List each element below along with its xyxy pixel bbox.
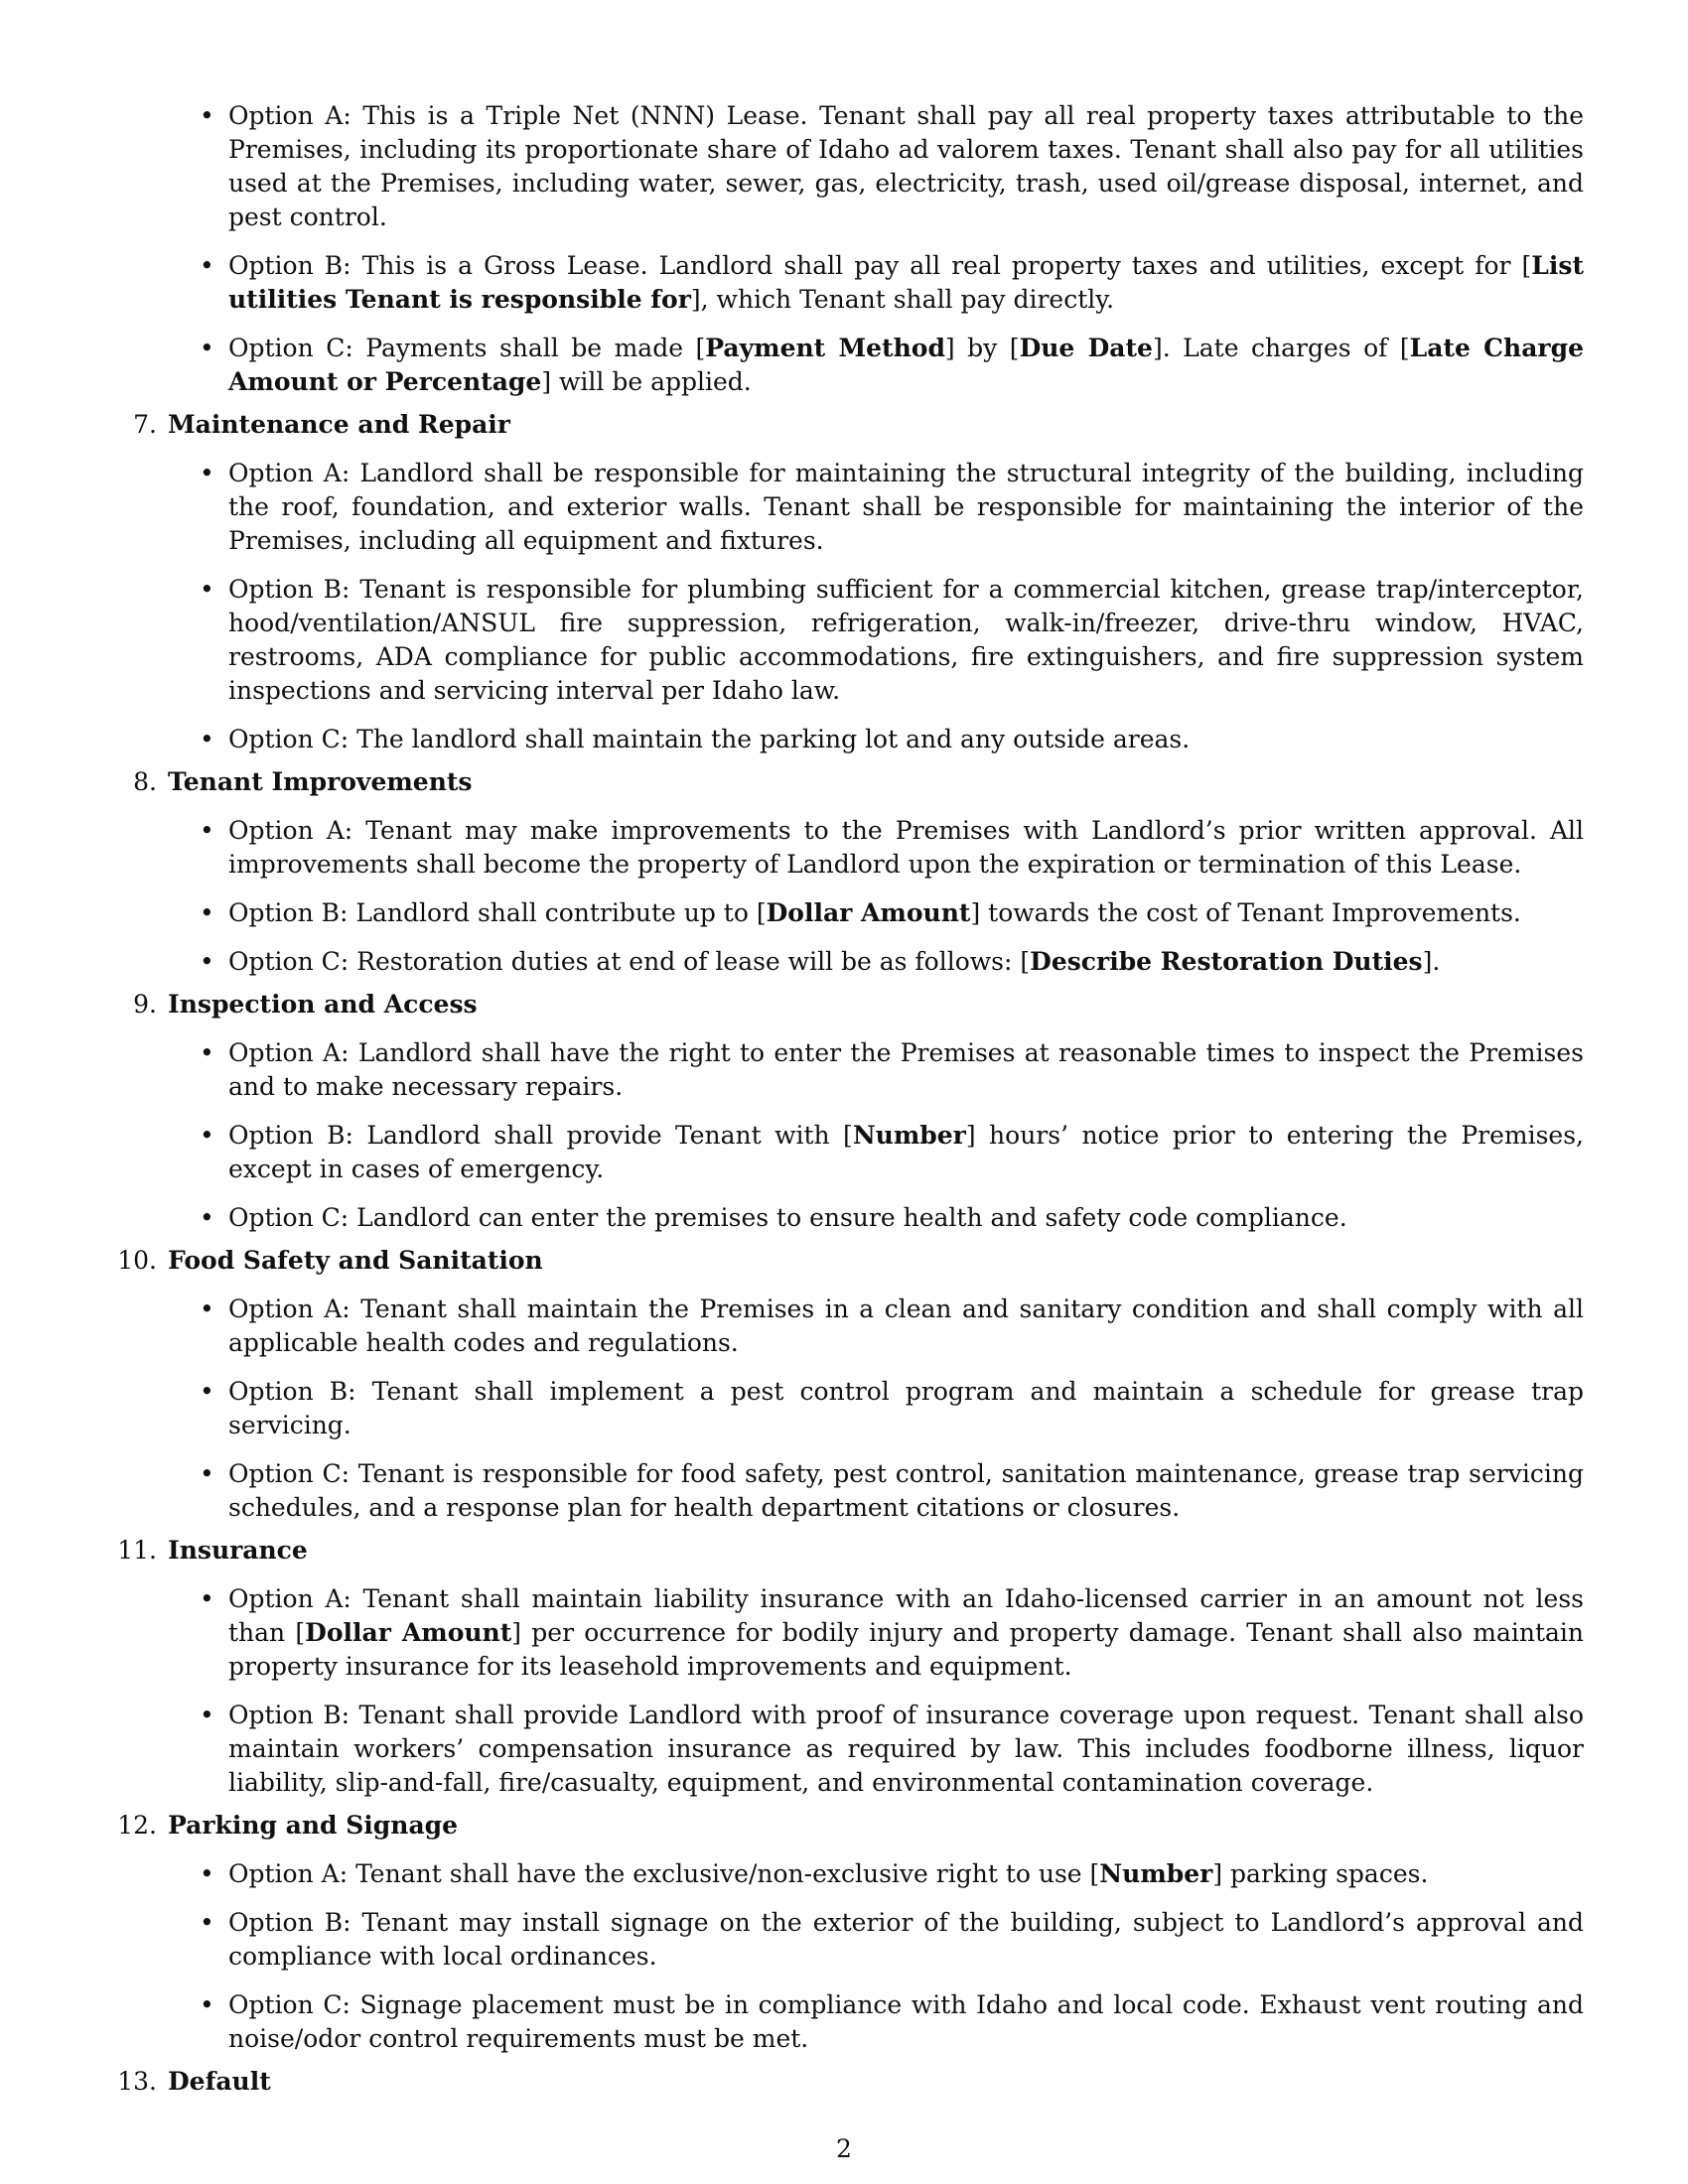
option-text: ] by [ <box>944 334 1020 362</box>
option-text: Tenant may make improvements to the Premises with Landlord’s prior written approval. All improvements shall become the property of Landlord upon the expiration or termination of this Lease. <box>228 816 1584 879</box>
option-text: Signage placement must be in compliance with Idaho and local code. Exhaust vent routing and noise/odor control requirements must be met. <box>228 1990 1584 2053</box>
option-item <box>164 896 1584 930</box>
option-text: Landlord can enter the premises to ensure health and safety code compliance. <box>349 1203 1347 1232</box>
option-label: Option C: <box>228 334 353 362</box>
option-text: ] hours’ notice prior to entering the Premises, except in cases of emergency. <box>228 1121 1584 1183</box>
section <box>117 2065 1584 2099</box>
option-item <box>164 99 1584 234</box>
option-item <box>164 723 1584 756</box>
option-item <box>164 1293 1584 1360</box>
section-title: Inspection and Access <box>168 990 478 1019</box>
section-number: 9. <box>133 990 157 1019</box>
option-label: Option A: <box>228 101 352 130</box>
section-list <box>117 408 1584 2099</box>
option-label: Option C: <box>228 1203 350 1232</box>
section-title: Maintenance and Repair <box>168 410 510 439</box>
option-text: ] per occurrence for bodily injury and property damage. Tenant shall also maintain property insurance for its leasehold improvements and equipment. <box>228 1618 1584 1681</box>
section-number: 8. <box>133 767 157 796</box>
option-item <box>164 1201 1584 1235</box>
option-text: This is a Gross Lease. Landlord shall pay all real property taxes and utilities, except for [ <box>351 251 1532 280</box>
option-text: Tenant is responsible for plumbing sufficient for a commercial kitchen, grease trap/interceptor, hood/ventilation/ANSUL fire suppression, refrigeration, walk-in/freezer, drive-thru window, HVAC, restrooms, ADA compliance for public accommodations, fire extinguishers, and fire suppression system inspections and servicing interval per Idaho law. <box>228 575 1584 705</box>
section-number: 13. <box>117 2067 157 2096</box>
section-heading <box>117 1809 1584 1843</box>
section-title: Insurance <box>168 1536 308 1565</box>
option-label: Option B: <box>228 575 351 604</box>
option-text: Tenant may install signage on the exterior of the building, subject to Landlord’s approval and compliance with local ordinances. <box>228 1908 1584 1971</box>
option-label: Option A: <box>228 1038 350 1067</box>
option-item <box>164 1457 1584 1525</box>
option-label: Option A: <box>228 816 353 845</box>
section <box>133 765 1584 979</box>
section <box>133 988 1584 1235</box>
option-text: ] towards the cost of Tenant Improvements. <box>970 898 1521 927</box>
section-title: Default <box>168 2067 271 2096</box>
section-heading <box>133 765 1584 799</box>
option-label: Option B: <box>228 1377 356 1406</box>
option-text: ], which Tenant shall pay directly. <box>690 285 1115 314</box>
option-text: The landlord shall maintain the parking lot and any outside areas. <box>349 725 1191 753</box>
option-label: Option B: <box>228 1908 352 1937</box>
option-list <box>164 1036 1584 1235</box>
page-number: 2 <box>836 2134 852 2163</box>
placeholder-field: Number <box>852 1121 966 1150</box>
option-item <box>164 1036 1584 1104</box>
option-text: Tenant is responsible for food safety, pest control, sanitation maintenance, grease trap servicing schedules, and a response plan for health department citations or closures. <box>228 1459 1584 1522</box>
option-item <box>164 332 1584 399</box>
option-label: Option B: <box>228 251 352 280</box>
option-item <box>164 814 1584 882</box>
option-text: Tenant shall provide Landlord with proof of insurance coverage upon request. Tenant shall also maintain workers’ compensation insurance as required by law. This includes foodborne illness, liquor liability, slip-and-fall, fire/casualty, equipment, and environmental contamination coverage. <box>228 1701 1584 1797</box>
option-text: ]. <box>1422 947 1441 976</box>
option-text: Landlord shall be responsible for maintaining the structural integrity of the building, including the roof, foundation, and exterior walls. Tenant shall be responsible for maintaining the interior of the Premises, including all equipment and fixtures. <box>228 459 1584 555</box>
section-title: Tenant Improvements <box>168 767 473 796</box>
option-label: Option A: <box>228 1295 351 1323</box>
section <box>117 1809 1584 2056</box>
option-text: Landlord shall have the right to enter the Premises at reasonable times to inspect the Premises and to make necessary repairs. <box>228 1038 1584 1101</box>
option-text: This is a Triple Net (NNN) Lease. Tenant shall pay all real property taxes attributable to the Premises, including its proportionate share of Idaho ad valorem taxes. Tenant shall also pay for all utilities used at the Premises, including water, sewer, gas, electricity, trash, used oil/grease disposal, internet, and pest control. <box>228 101 1584 231</box>
option-item <box>164 1906 1584 1974</box>
section-heading <box>117 2065 1584 2099</box>
option-text: Restoration duties at end of lease will be as follows: [ <box>349 947 1031 976</box>
option-item <box>164 1119 1584 1186</box>
option-label: Option B: <box>228 1701 351 1729</box>
option-text: Landlord shall provide Tenant with [ <box>352 1121 853 1150</box>
option-text: ]. Late charges of [ <box>1152 334 1410 362</box>
option-text: Landlord shall contribute up to [ <box>348 898 767 927</box>
option-list <box>164 814 1584 979</box>
option-text: ] parking spaces. <box>1212 1859 1429 1888</box>
option-label: Option A: <box>228 459 351 487</box>
option-item <box>164 249 1584 317</box>
option-item <box>164 1582 1584 1684</box>
option-label: Option C: <box>228 1459 350 1488</box>
option-label: Option A: <box>228 1584 352 1613</box>
lease-clauses <box>117 99 1584 2099</box>
option-text: ] will be applied. <box>541 367 752 396</box>
option-label: Option C: <box>228 1990 351 2019</box>
section-number: 11. <box>117 1536 157 1565</box>
option-label: Option A: <box>228 1859 349 1888</box>
section-number: 7. <box>133 410 157 439</box>
section-heading <box>117 1534 1584 1568</box>
section-title: Food Safety and Sanitation <box>168 1246 543 1275</box>
option-label: Option B: <box>228 898 349 927</box>
option-label: Option C: <box>228 725 350 753</box>
option-label: Option C: <box>228 947 350 976</box>
option-item <box>164 1699 1584 1800</box>
section-number: 10. <box>117 1246 157 1275</box>
option-list <box>164 457 1584 756</box>
option-text: Tenant shall maintain the Premises in a clean and sanitary condition and shall comply with all applicable health codes and regulations. <box>228 1295 1584 1357</box>
option-text: Tenant shall have the exclusive/non-exclusive right to use [ <box>348 1859 1100 1888</box>
placeholder-field: Describe Restoration Duties <box>1030 947 1423 976</box>
option-text: Payments shall be made [ <box>352 334 706 362</box>
placeholder-field: Payment Method <box>705 334 945 362</box>
placeholder-field: Due Date <box>1019 334 1153 362</box>
option-list <box>164 1582 1584 1800</box>
placeholder-field: Dollar Amount <box>305 1618 512 1647</box>
section <box>117 1244 1584 1525</box>
placeholder-field: Number <box>1099 1859 1213 1888</box>
section-heading <box>133 408 1584 442</box>
section <box>117 1534 1584 1800</box>
option-item <box>164 1857 1584 1891</box>
option-list <box>164 1857 1584 2056</box>
option-label: Option B: <box>228 1121 353 1150</box>
section <box>133 408 1584 756</box>
option-item <box>164 945 1584 979</box>
placeholder-field: Dollar Amount <box>766 898 971 927</box>
option-list <box>164 1293 1584 1525</box>
option-text: Tenant shall implement a pest control program and maintain a schedule for grease trap servicing. <box>228 1377 1584 1439</box>
option-item <box>164 573 1584 708</box>
placeholder-field: List utilities Tenant is responsible for <box>228 251 1584 314</box>
section-heading <box>133 988 1584 1022</box>
option-item <box>164 1988 1584 2056</box>
option-item <box>164 1375 1584 1442</box>
placeholder-field: Late Charge Amount or Percentage <box>228 334 1584 396</box>
section-heading <box>117 1244 1584 1278</box>
option-text: Tenant shall maintain liability insurance with an Idaho-licensed carrier in an amount not less than [ <box>228 1584 1584 1647</box>
intro-option-list <box>164 99 1584 399</box>
option-item <box>164 457 1584 558</box>
section-number: 12. <box>117 1811 157 1840</box>
section-title: Parking and Signage <box>168 1811 459 1840</box>
